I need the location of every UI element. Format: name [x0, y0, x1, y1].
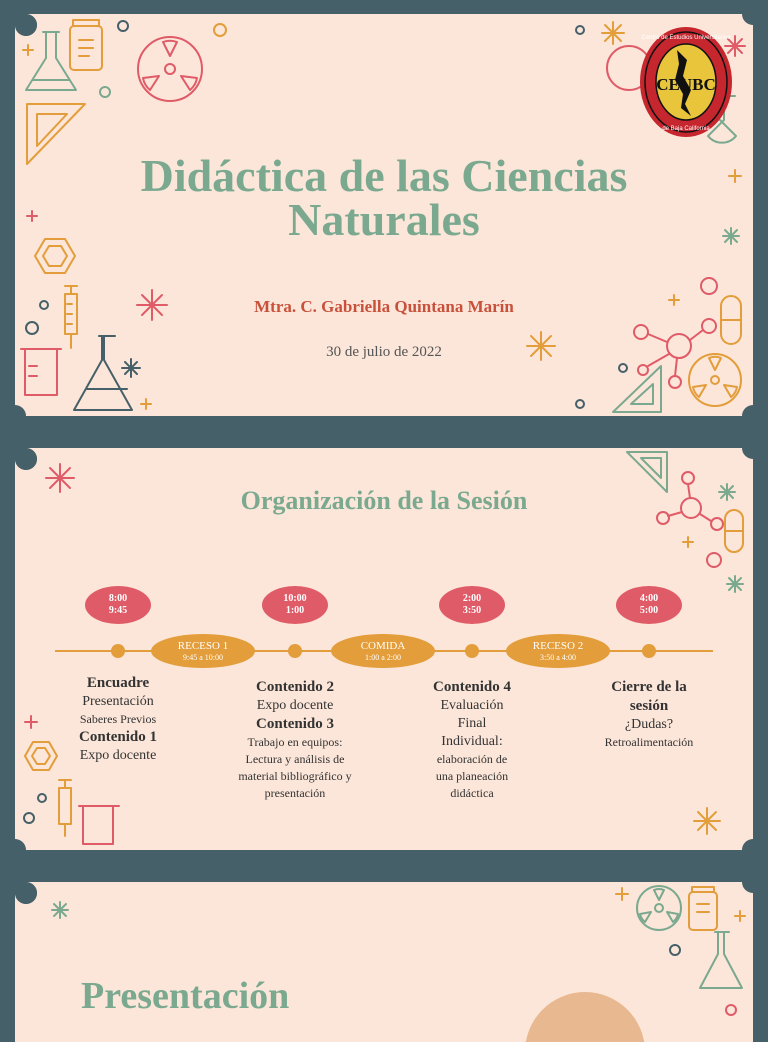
session-detail: material bibliográfico y [238, 769, 352, 783]
session-detail: Expo docente [79, 748, 157, 763]
session-detail: una planeación [435, 769, 509, 783]
session-heading: Contenido 2 [256, 679, 334, 695]
session-detail: didáctica [450, 786, 494, 800]
session-heading: sesión [629, 698, 669, 714]
session-block [579, 678, 719, 751]
title-line-1: Didáctica de las Ciencias [140, 150, 628, 201]
section-title: Presentación [81, 975, 290, 1017]
session-detail: Presentación [82, 694, 154, 709]
presentation-date: 30 de julio de 2022 [326, 344, 442, 360]
presentation-slide [15, 882, 753, 1042]
flask-icon [26, 32, 76, 90]
sparkle-icon [122, 359, 140, 377]
title-line-2: Naturales [288, 194, 480, 245]
session-detail: Lectura y análisis de [245, 752, 345, 766]
logo-ring-bottom: de Baja California [662, 126, 710, 132]
session-block [43, 674, 193, 765]
ceubc-logo [639, 26, 733, 138]
ruler-triangle-icon [613, 366, 661, 412]
flask-icon [700, 932, 742, 988]
agenda-title: Organización de la Sesión [240, 486, 528, 515]
session-detail: ¿Dudas? [624, 717, 674, 732]
session-detail: Individual: [441, 734, 503, 749]
presentation-title [15, 150, 753, 245]
break-time: 9:45 a 10:00 [183, 652, 223, 662]
session-heading: Cierre de la [611, 679, 687, 695]
time-slot-badge [439, 586, 505, 624]
session-detail: Saberes Previos [79, 712, 157, 726]
break-label: RECESO 2 [532, 639, 584, 652]
session-detail: elaboración de [436, 752, 508, 766]
title-slide [15, 14, 753, 416]
logo-text: CEUBC [656, 75, 716, 94]
session-detail: Evaluación [440, 698, 504, 713]
time-end: 5:00 [639, 605, 659, 616]
break-time: 1:00 a 2:00 [365, 652, 401, 662]
radioactive-icon [138, 37, 202, 101]
jar-icon [689, 887, 717, 930]
break-label: RECESO 1 [177, 639, 229, 652]
session-block [407, 678, 537, 802]
sparkle-icon [602, 22, 624, 44]
time-end: 3:50 [462, 605, 482, 616]
timeline-dot [111, 644, 125, 658]
break-label: COMIDA [360, 639, 406, 652]
sparkle-icon [52, 902, 68, 918]
jar-icon [70, 20, 102, 70]
session-heading: Encuadre [86, 675, 150, 691]
session-detail: Final [457, 716, 487, 731]
science-doodles [15, 882, 753, 1042]
session-heading: Contenido 1 [79, 729, 157, 745]
time-start: 10:00 [283, 593, 307, 604]
break-time: 3:50 a 4:00 [540, 652, 576, 662]
time-slot-badge [262, 586, 328, 624]
radioactive-icon [689, 354, 741, 406]
timeline-dot [465, 644, 479, 658]
session-block [215, 678, 375, 802]
time-end: 1:00 [285, 605, 305, 616]
radioactive-icon [637, 886, 681, 930]
time-slot-badge [85, 586, 151, 624]
timeline-dot [288, 644, 302, 658]
session-detail: presentación [264, 786, 326, 800]
hexagon-icon [35, 239, 75, 273]
session-detail: Trabajo en equipos: [247, 735, 343, 749]
break-badge [331, 634, 435, 668]
time-slot-badge [616, 586, 682, 624]
break-badge [506, 634, 610, 668]
time-start: 2:00 [462, 593, 482, 604]
logo-ring-top: Centro de Estudios Universitarios [641, 35, 731, 41]
session-detail: Retroalimentación [604, 735, 694, 749]
syringe-icon [65, 286, 77, 348]
author-name: Mtra. C. Gabriella Quintana Marín [254, 297, 514, 316]
time-end: 9:45 [108, 605, 128, 616]
agenda-slide [15, 448, 753, 850]
timeline-dot [642, 644, 656, 658]
time-start: 4:00 [639, 593, 659, 604]
photo-circle [525, 992, 645, 1042]
session-heading: Contenido 3 [256, 716, 334, 732]
session-detail: Expo docente [256, 698, 334, 713]
time-start: 8:00 [108, 593, 128, 604]
session-heading: Contenido 4 [433, 679, 511, 695]
break-badge [151, 634, 255, 668]
